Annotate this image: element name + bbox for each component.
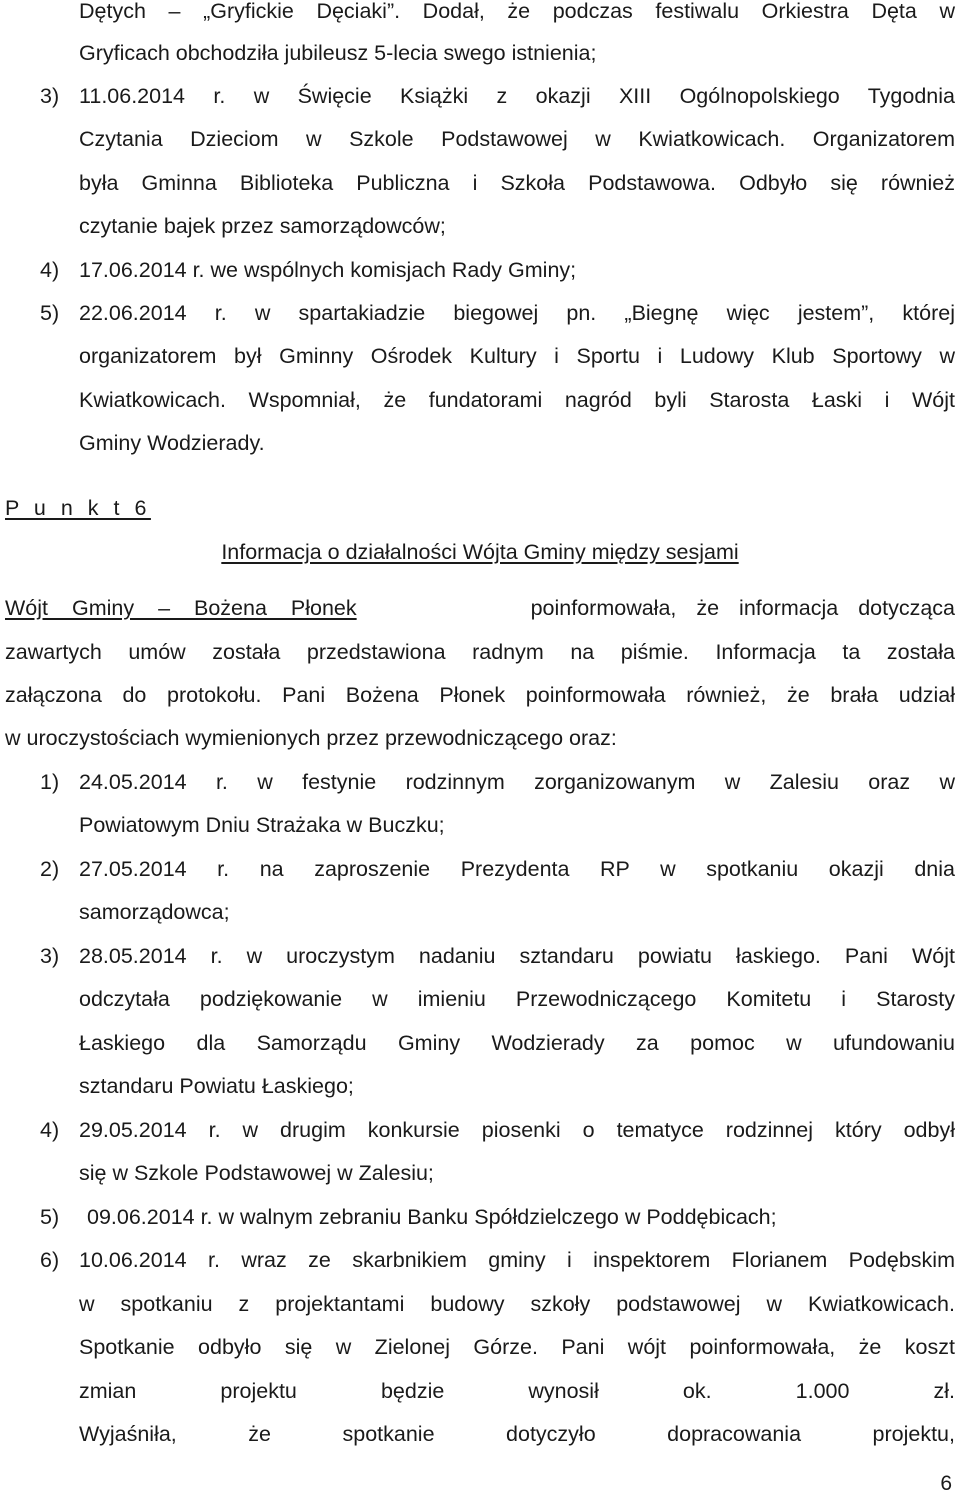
list-item-line: odczytała podziękowanie w imieniu Przewodniczącego Komitetu i Starosty — [79, 987, 955, 1011]
list-item-line: Kwiatkowicach. Wspomniał, że fundatorami nagród byli Starosta Łaski i Wójt — [79, 388, 955, 412]
list-item-line: 24.05.2014 r. w festynie rodzinnym zorganizowanym w Zalesiu oraz w — [79, 770, 955, 794]
list-number: 5) — [40, 301, 60, 325]
list-item-line: samorządowca; — [79, 900, 230, 924]
list-item-line: Wyjaśniła, że spotkanie dotyczyło dopracowania projektu, — [79, 1422, 955, 1446]
list-item-line: w spotkaniu z projektantami budowy szkoły podstawowej w Kwiatkowicach. — [79, 1292, 955, 1316]
section-heading: P u n k t 6 — [5, 496, 151, 520]
list-number: 4) — [40, 1118, 60, 1142]
list-item-line: 09.06.2014 r. w walnym zebraniu Banku Spółdzielczego w Poddębicach; — [87, 1205, 777, 1229]
list-item-line: zmian projektu będzie wynosił ok. 1.000 zł. — [79, 1379, 955, 1403]
list-item-line: się w Szkole Podstawowej w Zalesiu; — [79, 1161, 434, 1185]
list-number: 1) — [40, 770, 60, 794]
list-item-line: Czytania Dzieciom w Szkole Podstawowej w Kwiatkowicach. Organizatorem — [79, 127, 955, 151]
list-item-line: 10.06.2014 r. wraz ze skarbnikiem gminy i inspektorem Florianem Podębskim — [79, 1248, 955, 1272]
list-item-line: czytanie bajek przez samorządowców; — [79, 214, 446, 238]
list-number: 6) — [40, 1248, 60, 1272]
text-line: Gryficach obchodziła jubileusz 5-lecia swego istnienia; — [79, 41, 597, 65]
section-title-text: Informacja o działalności Wójta Gminy między sesjami — [221, 540, 739, 564]
paragraph-line: zawartych umów została przedstawiona radnym na piśmie. Informacja ta została — [5, 640, 955, 664]
list-item-line: 22.06.2014 r. w spartakiadzie biegowej pn. „Biegnę więc jestem”, której — [79, 301, 955, 325]
list-item-line: 28.05.2014 r. w uroczystym nadaniu sztandaru powiatu łaskiego. Pani Wójt — [79, 944, 955, 968]
section-title — [0, 537, 960, 567]
paragraph-line: załączona do protokołu. Pani Bożena Płonek poinformowała również, że brała udział — [5, 683, 955, 707]
list-item-line: Gminy Wodzierady. — [79, 431, 265, 455]
list-item-line: 11.06.2014 r. w Święcie Książki z okazji XIII Ogólnopolskiego Tygodnia — [79, 84, 955, 108]
text-line: Dętych – „Gryfickie Dęciaki”. Dodał, że podczas festiwalu Orkiestra Dęta w — [79, 0, 955, 23]
page-number: 6 — [940, 1472, 952, 1495]
list-item-line: 29.05.2014 r. w drugim konkursie piosenki o tematyce rodzinnej który odbył — [79, 1118, 955, 1142]
list-item-line: Spotkanie odbyło się w Zielonej Górze. Pani wójt poinformowała, że koszt — [79, 1335, 955, 1359]
list-item-line: Łaskiego dla Samorządu Gminy Wodzierady za pomoc w ufundowaniu — [79, 1031, 955, 1055]
list-item-line: 27.05.2014 r. na zaproszenie Prezydenta RP w spotkaniu okazji dnia — [79, 857, 955, 881]
list-number: 5) — [40, 1205, 60, 1229]
list-number: 3) — [40, 84, 60, 108]
list-item-line: Powiatowym Dniu Strażaka w Buczku; — [79, 813, 445, 837]
list-item-line: była Gminna Biblioteka Publiczna i Szkoła Podstawowa. Odbyło się również — [79, 171, 955, 195]
paragraph-line: w uroczystościach wymienionych przez przewodniczącego oraz: — [5, 726, 617, 750]
list-item-line: sztandaru Powiatu Łaskiego; — [79, 1074, 354, 1098]
list-item-line: organizatorem był Gminny Ośrodek Kultury i Sportu i Ludowy Klub Sportowy w — [79, 344, 955, 368]
speaker-name: Wójt Gminy – Bożena Płonek — [5, 596, 357, 620]
list-number: 2) — [40, 857, 60, 881]
list-number: 4) — [40, 258, 60, 282]
paragraph-text: poinformowała, że informacja dotycząca — [530, 596, 955, 620]
paragraph-first-line — [5, 593, 955, 623]
list-item-line: 17.06.2014 r. we wspólnych komisjach Rady Gminy; — [79, 258, 577, 282]
list-number: 3) — [40, 944, 60, 968]
